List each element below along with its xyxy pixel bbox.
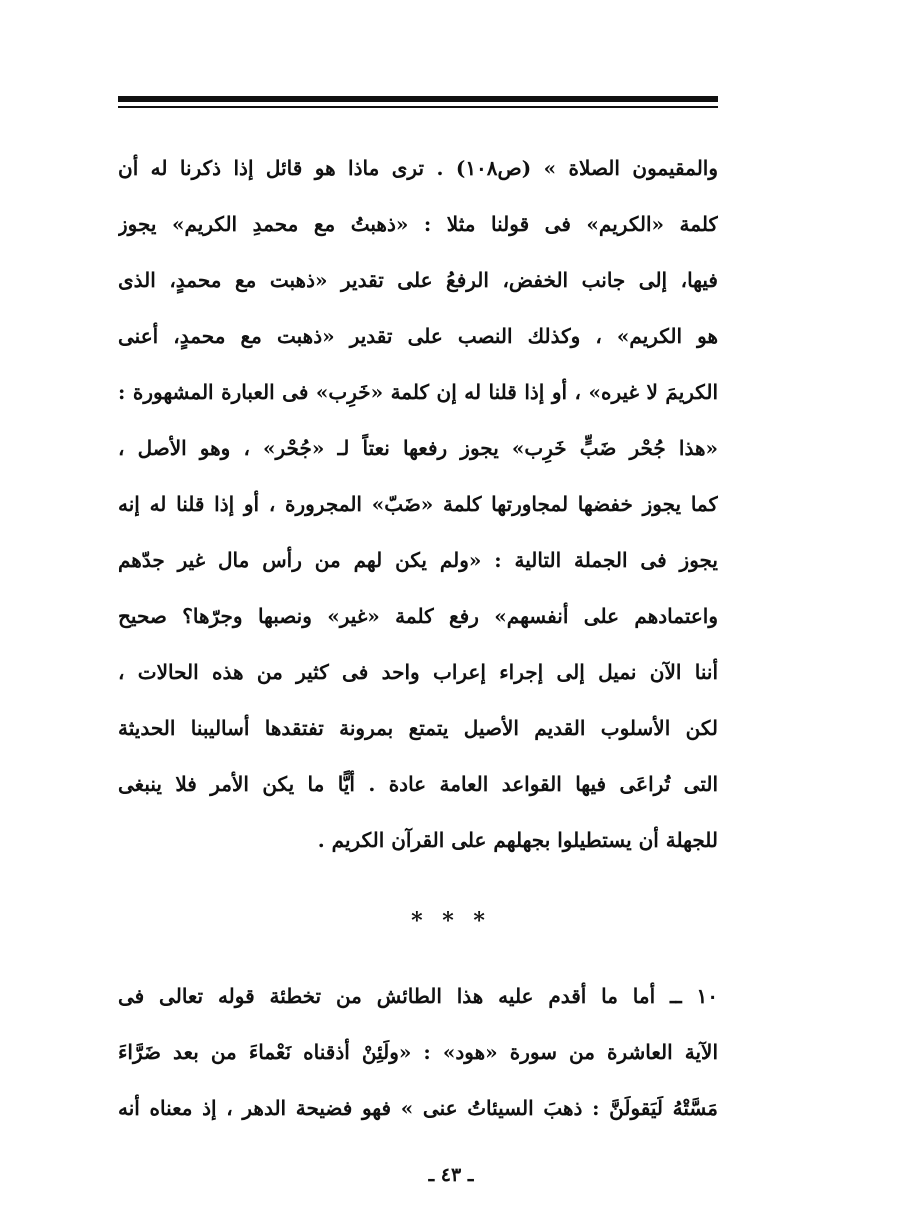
text-line: ١٠ ــ أما ما أقدم عليه هذا الطائش من تخطئة قوله تعالى فى <box>118 984 718 1008</box>
text-line: مَسَّتْهُ لَيَقولَنَّ : ذهبَ السيئاتُ عنى » فهو فضيحة الدهر ، إذ معناه أنه <box>118 1096 718 1120</box>
paragraph-1 <box>118 140 718 868</box>
text-line: هو الكريم» ، وكذلك النصب على تقدير «ذهبت مع محمدٍ، أعنى <box>118 324 718 348</box>
text-line: كلمة «الكريم» فى قولنا مثلا : «ذهبتُ مع محمدِ الكريم» يجوز <box>118 212 718 236</box>
text-line: للجهلة أن يستطيلوا بجهلهم على القرآن الكريم . <box>317 828 718 852</box>
section-separator: * * * <box>411 908 491 934</box>
text-line: الآية العاشرة من سورة «هود» : «ولَئِنْ أذقناه نَعْماءَ من بعد ضَرَّاءَ <box>118 1040 718 1064</box>
paragraph-2 <box>118 968 718 1136</box>
header-rule-thin <box>118 106 718 108</box>
text-line: الكريمَ لا غيره» ، أو إذا قلنا له إن كلمة «خَرِب» فى العبارة المشهورة : <box>118 380 718 404</box>
text-line: أننا الآن نميل إلى إجراء إعراب واحد فى كثير من هذه الحالات ، <box>118 660 718 684</box>
text-line: التى تُراعَى فيها القواعد العامة عادة . أيًّا ما يكن الأمر فلا ينبغى <box>118 772 718 796</box>
text-line: كما يجوز خفضها لمجاورتها كلمة «ضَبّ» المجرورة ، أو إذا قلنا له إنه <box>118 492 718 516</box>
page-number: ـ ٤٣ ـ <box>428 1164 474 1186</box>
text-line: يجوز فى الجملة التالية : «ولم يكن لهم من رأس مال غير جدّهم <box>118 548 718 572</box>
text-line: لكن الأسلوب القديم الأصيل يتمتع بمرونة تفتقدها أساليبنا الحديثة <box>118 716 718 740</box>
text-line: فيها، إلى جانب الخفض، الرفعُ على تقدير «ذهبت مع محمدٍ، الذى <box>118 268 718 292</box>
text-line: واعتمادهم على أنفسهم» رفع كلمة «غير» ونصبها وجرّها؟ صحيح <box>118 604 718 628</box>
header-rule-thick <box>118 96 718 102</box>
text-line: «هذا جُحْر ضَبٍّ خَرِب» يجوز رفعها نعتاً لـ «جُحْر» ، وهو الأصل ، <box>118 436 718 460</box>
text-line: والمقيمون الصلاة » (ص١٠٨) . ترى ماذا هو قائل إذا ذكرنا له أن <box>118 156 718 180</box>
